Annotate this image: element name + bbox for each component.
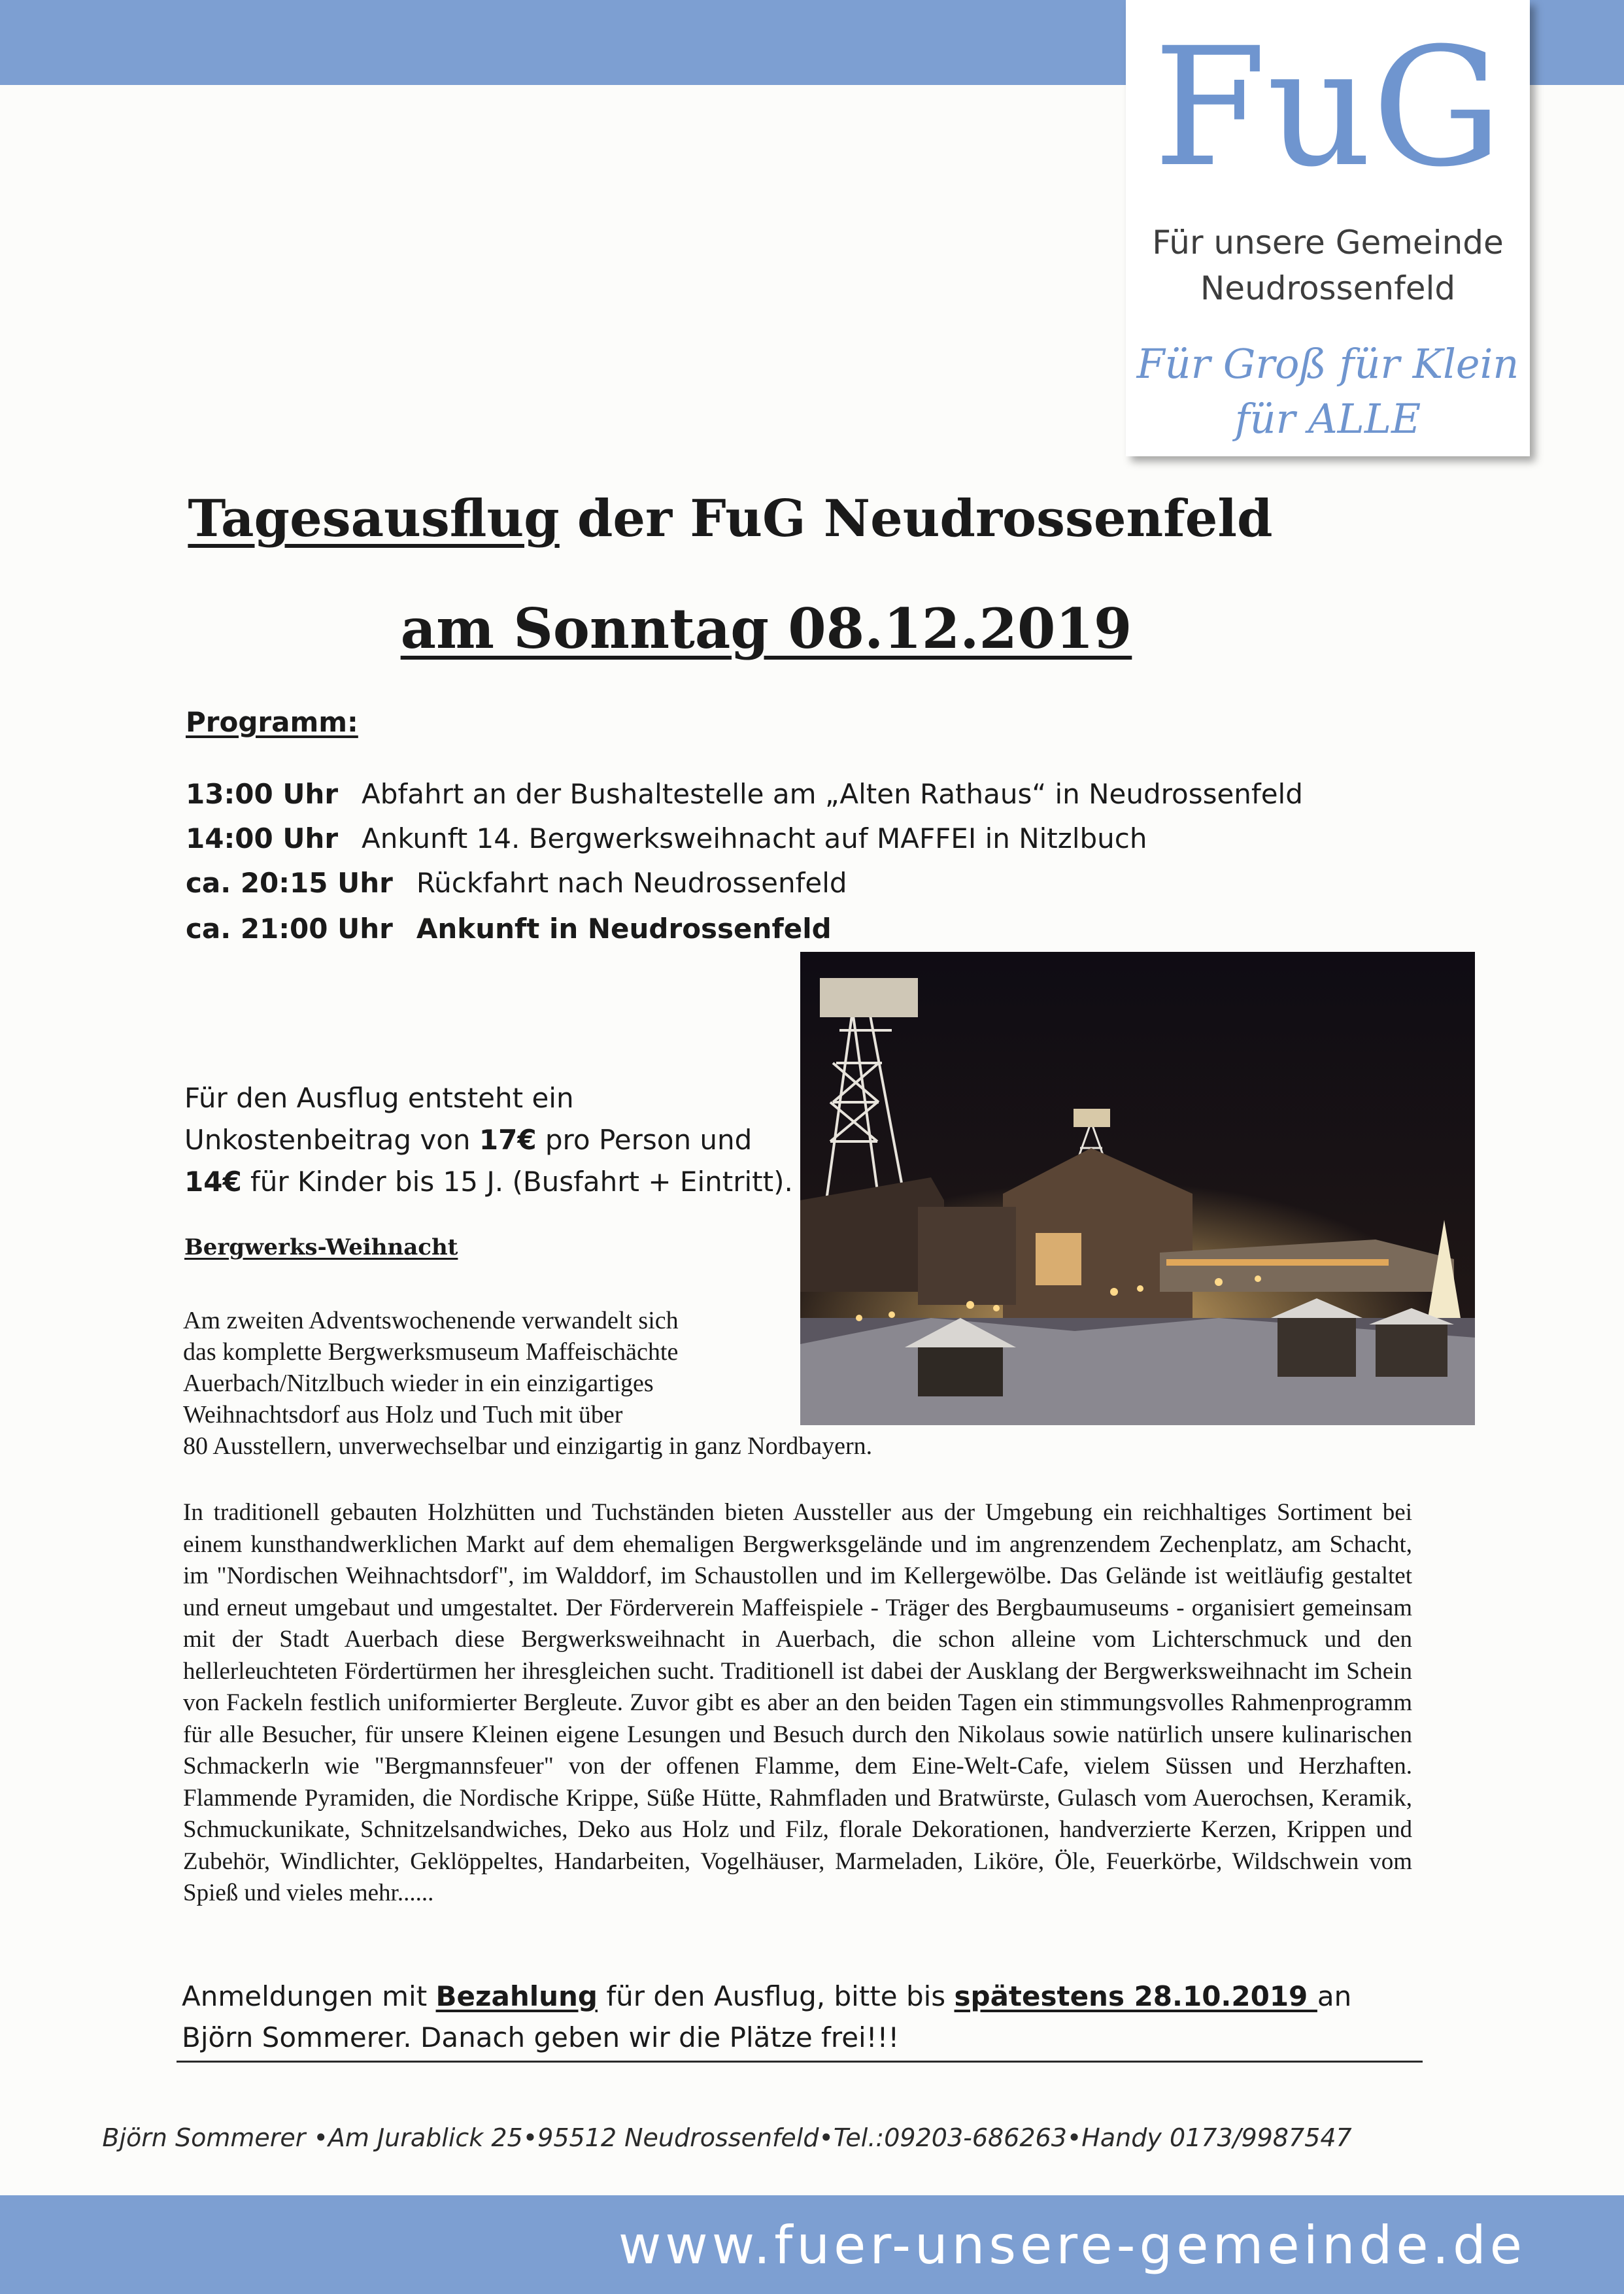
page-subtitle-date [0, 596, 1624, 661]
title-date: am Sonntag 08.12.2019 [400, 596, 1132, 661]
intro-line: Am zweiten Adventswochenende verwandelt sich [183, 1307, 679, 1334]
intro-line: Weihnachtsdorf aus Holz und Tuch mit über [183, 1401, 623, 1428]
logo-tagline-2: Neudrossenfeld [1200, 269, 1456, 307]
cost-child-price: 14€ [184, 1166, 242, 1198]
schedule-time: 14:00 Uhr [186, 822, 339, 854]
schedule-item [186, 913, 832, 945]
bergwerk-heading: Bergwerks-Weihnacht [184, 1234, 458, 1260]
intro-line: 80 Ausstellern, unverwechselbar und einzigartig in ganz Nordbayern. [183, 1432, 873, 1460]
schedule-time: 13:00 Uhr [186, 778, 339, 810]
reg-text: für den Ausflug, bitte bis [598, 1980, 955, 2012]
schedule-text: Ankunft 14. Bergwerksweihnacht auf MAFFEI in Nitzlbuch [362, 822, 1147, 854]
cost-line-1: Für den Ausflug entsteht ein [184, 1082, 574, 1114]
contact-info: Björn Sommerer •Am Jurablick 25•95512 Neudrossenfeld•Tel.:09203-686263•Handy 0173/9987547 [102, 2123, 1352, 2152]
page-title [0, 489, 1624, 548]
cost-info [184, 1077, 793, 1203]
schedule-item [186, 822, 1147, 854]
bergwerk-night-photo [800, 952, 1475, 1425]
divider [177, 2061, 1423, 2063]
reg-text: Anmeldungen mit [182, 1980, 436, 2012]
registration-note [182, 1976, 1424, 2058]
intro-line: Auerbach/Nitzlbuch wieder in ein einzigartiges [183, 1370, 654, 1397]
logo-slogan-2: für ALLE [1234, 395, 1421, 443]
logo-tagline-1: Für unsere Gemeinde [1152, 224, 1504, 261]
footer-band [0, 2195, 1624, 2294]
cost-text: Unkostenbeitrag von [184, 1124, 479, 1156]
reg-deadline: spätestens 28.10.2019 [954, 1980, 1317, 2012]
schedule-text: Abfahrt an der Bushaltestelle am „Alten Rathaus“ in Neudrossenfeld [362, 778, 1303, 810]
cost-line-3 [184, 1161, 793, 1203]
cost-adult-price: 17€ [479, 1124, 537, 1156]
schedule-text: Rückfahrt nach Neudrossenfeld [416, 867, 847, 899]
title-rest: der FuG Neudrossenfeld [559, 489, 1273, 548]
schedule-item [186, 778, 1303, 810]
cost-text: pro Person und [536, 1124, 753, 1156]
intro-line: das komplette Bergwerksmuseum Maffeischächte [183, 1338, 679, 1366]
schedule-item [186, 867, 847, 899]
schedule-time: ca. 21:00 Uhr [186, 913, 393, 945]
title-underlined-word: Tagesausflug [188, 489, 560, 548]
fug-logo-box [1126, 0, 1530, 456]
schedule-text: Ankunft in Neudrossenfeld [416, 913, 832, 945]
reg-text: an Björn Sommerer. Danach geben wir die Plätze frei!!! [182, 1980, 1352, 2053]
logo-slogan-1: Für Groß für Klein [1136, 340, 1519, 388]
program-heading: Programm: [186, 706, 358, 738]
cost-line-2 [184, 1119, 793, 1161]
reg-payment: Bezahlung [435, 1980, 598, 2012]
cost-text: für Kinder bis 15 J. (Busfahrt + Eintritt). [241, 1166, 793, 1198]
schedule-time: ca. 20:15 Uhr [186, 867, 393, 899]
fug-logo: FuG [1153, 12, 1503, 203]
bergwerk-description: In traditionell gebauten Holzhütten und Tuchständen bieten Aussteller aus der Umgebung ein reichhaltiges Sortiment bei einem kunsthandwerklichen Markt auf dem ehemaligen Bergwerksgelände und im angrenzendem Zechenplatz, am Schacht, im "Nordischen Weihnachtsdorf", im Walddorf, im Schaustollen und im Kellergewölbe. Das Gelände ist weitläufig gestaltet und erneut umgebaut und umgestaltet. Der Förderverein Maffeispiele - Träger des Bergbaumuseums - organisiert gemeinsam mit der Stadt Auerbach diese Bergwerksweihnacht in Auerbach, die schon alleine vom Lichterschmuck und den hellerleuchteten Fördertürmen her ihresgleichen sucht. Traditionell ist dabei der Ausklang der Bergwerksweihnacht im Schein von Fackeln festlich uniformierter Bergleute. Zuvor gibt es aber an den beiden Tagen ein stimmungsvolles Rahmenprogramm für alle Besucher, für unsere Kleinen eigene Lesungen und Besuch durch den Nikolaus sowie natürlich unsere kulinarischen Schmackerln wie "Bergmannsfeuer" von der offenen Flamme, dem Eine-Welt-Cafe, vielem Süssen und Herzhaften. Flammende Pyramiden, die Nordische Krippe, Süße Hütte, Rahmfladen und Bratwürste, Gulasch vom Auerochsen, Keramik, Schmuckunikate, Schnitzelsandwiches, Deko aus Holz und Filz, florale Dekorationen, handverzierte Kerzen, Krippen und Zubehör, Windlichter, Geklöppeltes, Handarbeiten, Vogelhäuser, Marmeladen, Liköre, Öle, Feuerkörbe, Wildschwein vom Spieß und vieles mehr...... [183, 1499, 1412, 1906]
bergwerk-intro [183, 1305, 873, 1462]
website-link[interactable]: www.fuer-unsere-gemeinde.de [618, 2215, 1526, 2276]
